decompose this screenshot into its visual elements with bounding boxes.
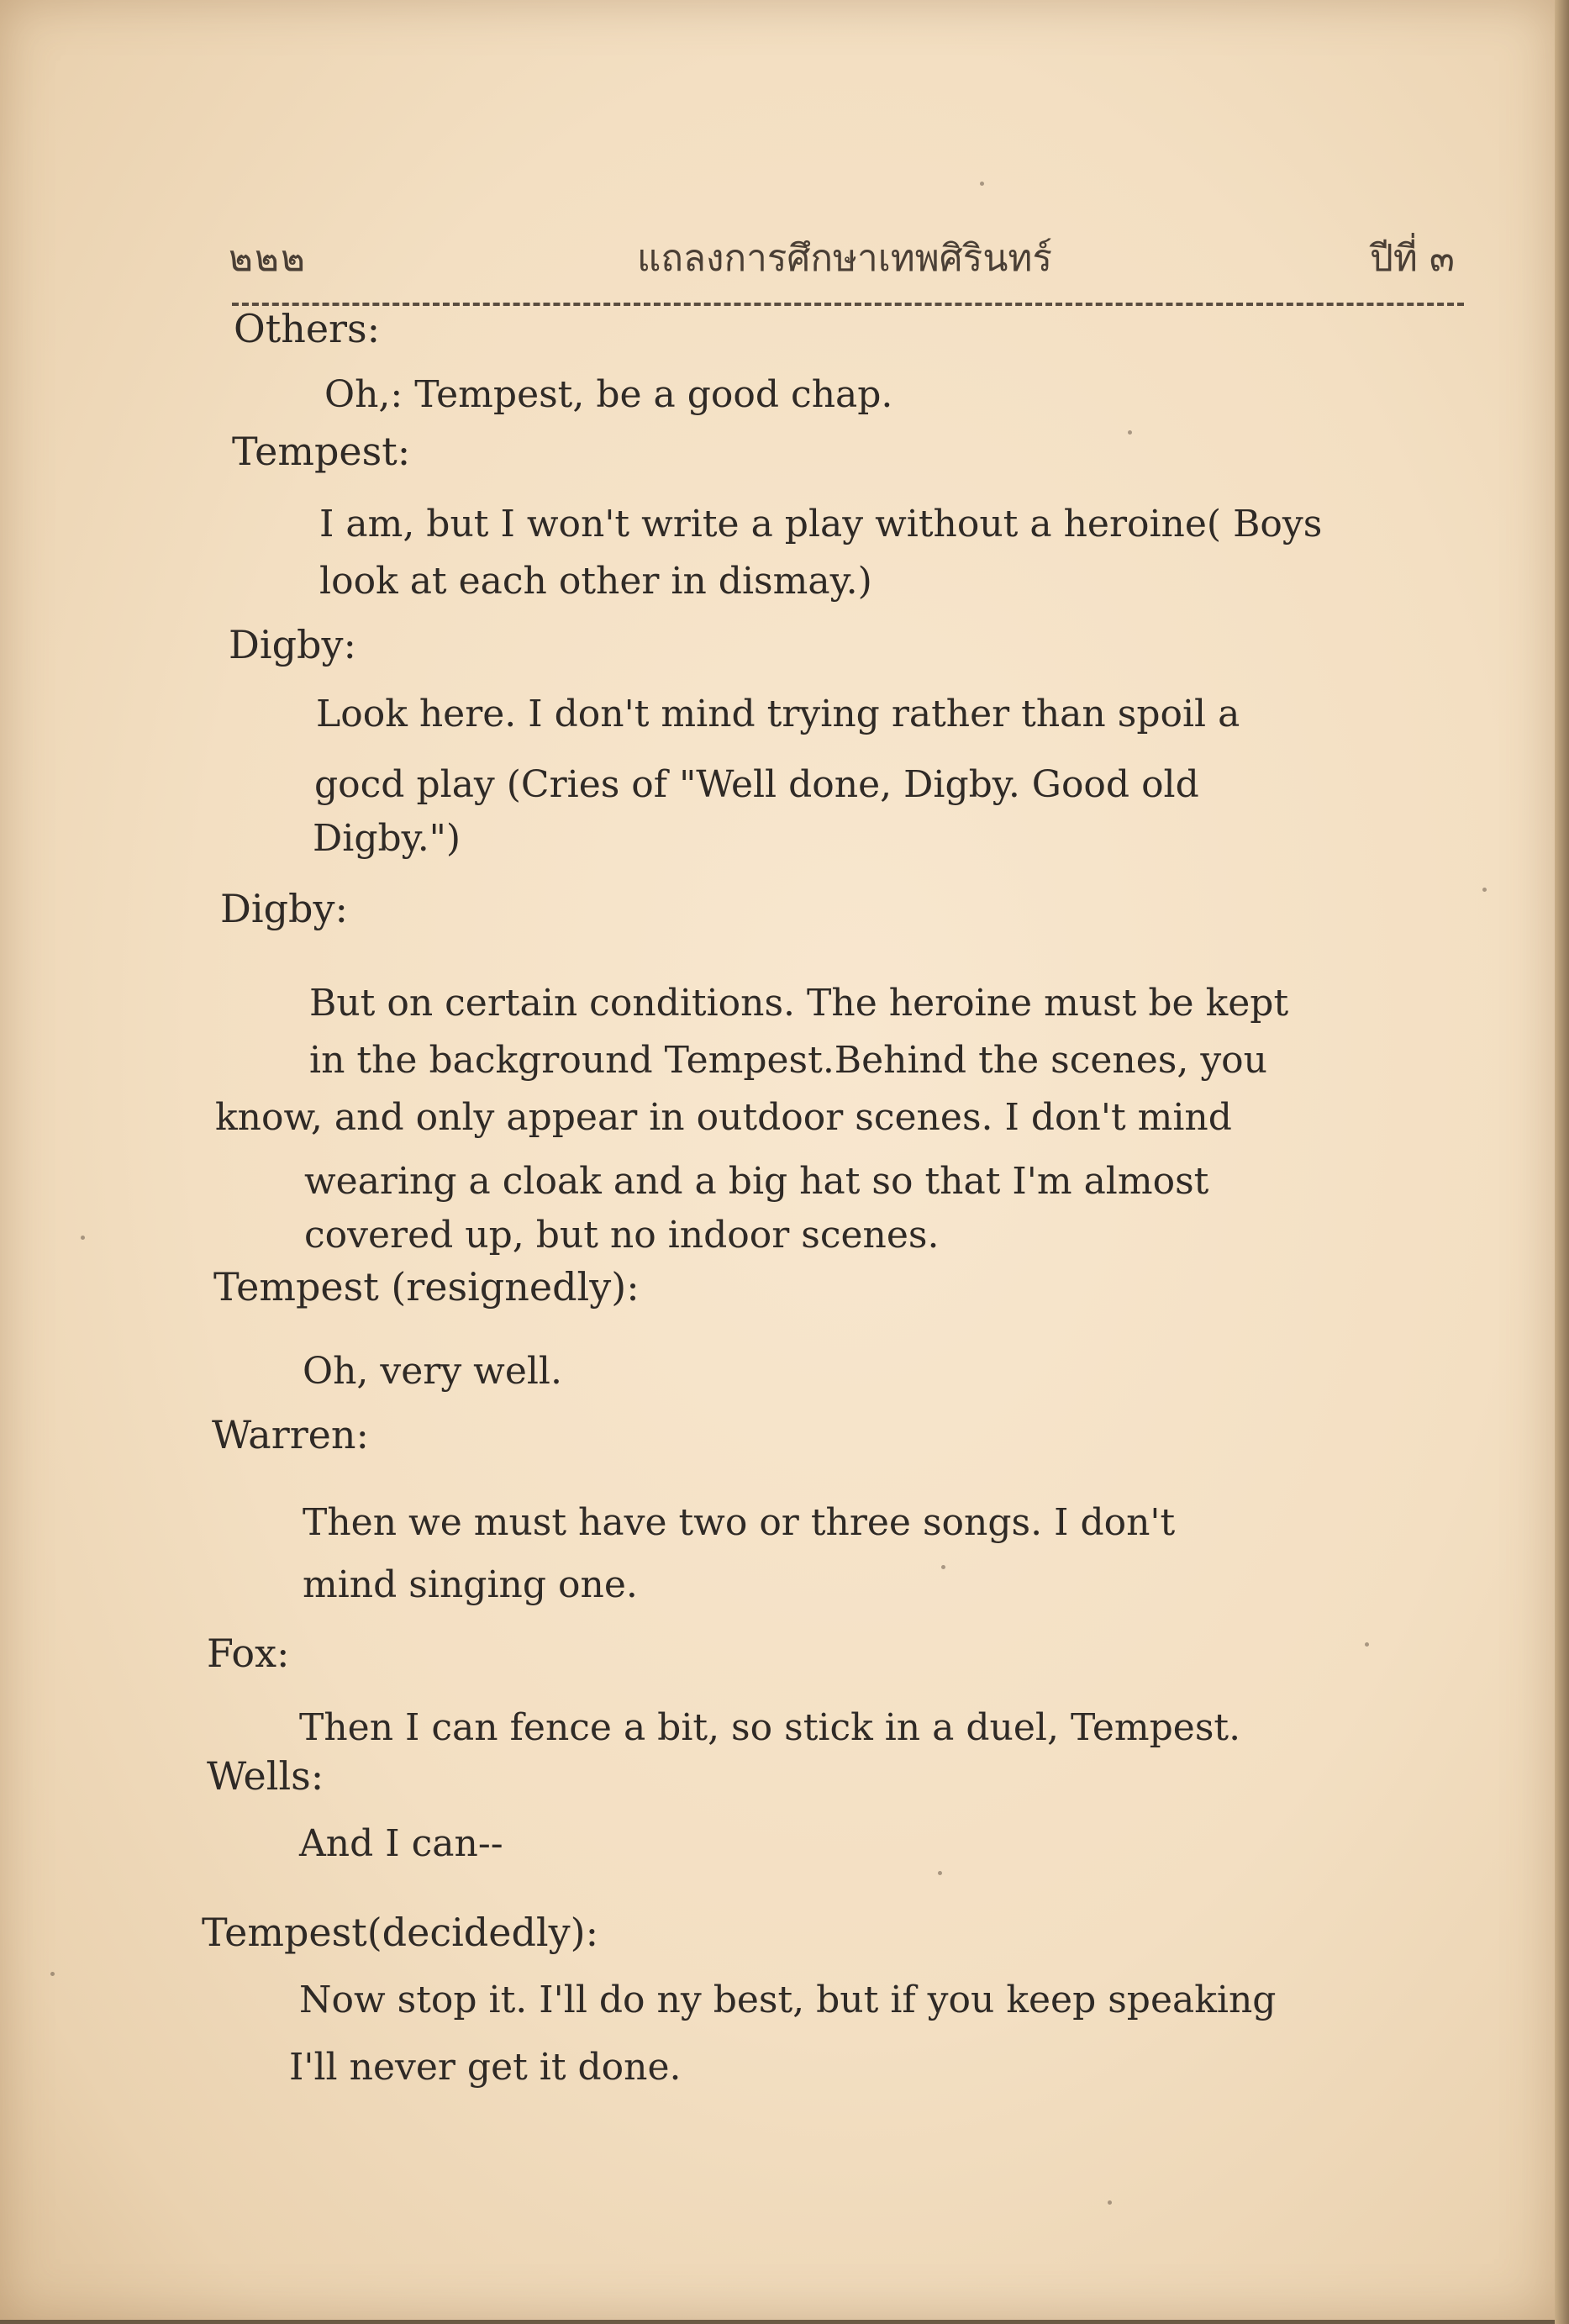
volume-label: ปีที่ ๓ xyxy=(1370,237,1455,280)
paper-speck xyxy=(81,1236,85,1240)
dialogue-line: Oh, very well. xyxy=(303,1350,562,1393)
dialogue-line: look at each other in dismay.) xyxy=(319,560,872,603)
speaker-label: Tempest (resignedly): xyxy=(213,1264,640,1310)
paper-speck xyxy=(980,182,984,186)
speaker-label: Warren: xyxy=(212,1412,370,1457)
dialogue-line: mind singing one. xyxy=(303,1563,638,1606)
speaker-label: Tempest(decidedly): xyxy=(202,1910,599,1955)
paper-speck xyxy=(938,1871,942,1875)
dialogue-line: know, and only appear in outdoor scenes. I don't mind xyxy=(215,1096,1232,1139)
dialogue-line: I'll never get it done. xyxy=(289,2046,682,2089)
speaker-label: Wells: xyxy=(207,1753,324,1799)
dialogue-line: And I can-- xyxy=(299,1822,503,1865)
paper-speck xyxy=(1365,1642,1369,1647)
paper-speck xyxy=(1482,888,1487,892)
dialogue-line: in the background Tempest.Behind the scenes, you xyxy=(309,1039,1268,1082)
dialogue-line: Digby.") xyxy=(313,817,461,860)
speaker-label: Others: xyxy=(234,306,381,351)
paper-speck xyxy=(1108,2200,1112,2205)
speaker-label: Digby: xyxy=(229,622,356,667)
dialogue-line: But on certain conditions. The heroine must be kept xyxy=(309,982,1289,1025)
dialogue-line: gocd play (Cries of "Well done, Digby. Good old xyxy=(314,763,1199,806)
dialogue-line: Look here. I don't mind trying rather than spoil a xyxy=(316,693,1240,735)
paper-speck xyxy=(941,1565,945,1569)
speaker-label: Fox: xyxy=(207,1631,290,1676)
book-spine-edge xyxy=(1555,0,1569,2324)
dialogue-line: wearing a cloak and a big hat so that I'm almost xyxy=(304,1160,1209,1203)
dialogue-line: covered up, but no indoor scenes. xyxy=(304,1214,940,1257)
dialogue-line: Now stop it. I'll do ny best, but if you keep speaking xyxy=(299,1979,1277,2021)
dialogue-line: Oh,: Tempest, be a good chap. xyxy=(324,373,893,416)
speaker-label: Tempest: xyxy=(232,429,411,474)
dialogue-line: Then I can fence a bit, so stick in a duel, Tempest. xyxy=(299,1706,1241,1749)
header-divider xyxy=(232,303,1464,306)
paper-speck xyxy=(50,1972,55,1976)
journal-title: แถลงการศึกษาเทพศิรินทร์ xyxy=(637,237,1053,280)
speaker-label: Digby: xyxy=(220,886,348,931)
paper-speck xyxy=(1128,430,1132,435)
page-header xyxy=(0,229,1555,296)
page-number: ๒๒๒ xyxy=(229,237,308,280)
dialogue-line: Then we must have two or three songs. I don't xyxy=(303,1501,1176,1544)
dialogue-line: I am, but I won't write a play without a heroine( Boys xyxy=(319,503,1323,545)
